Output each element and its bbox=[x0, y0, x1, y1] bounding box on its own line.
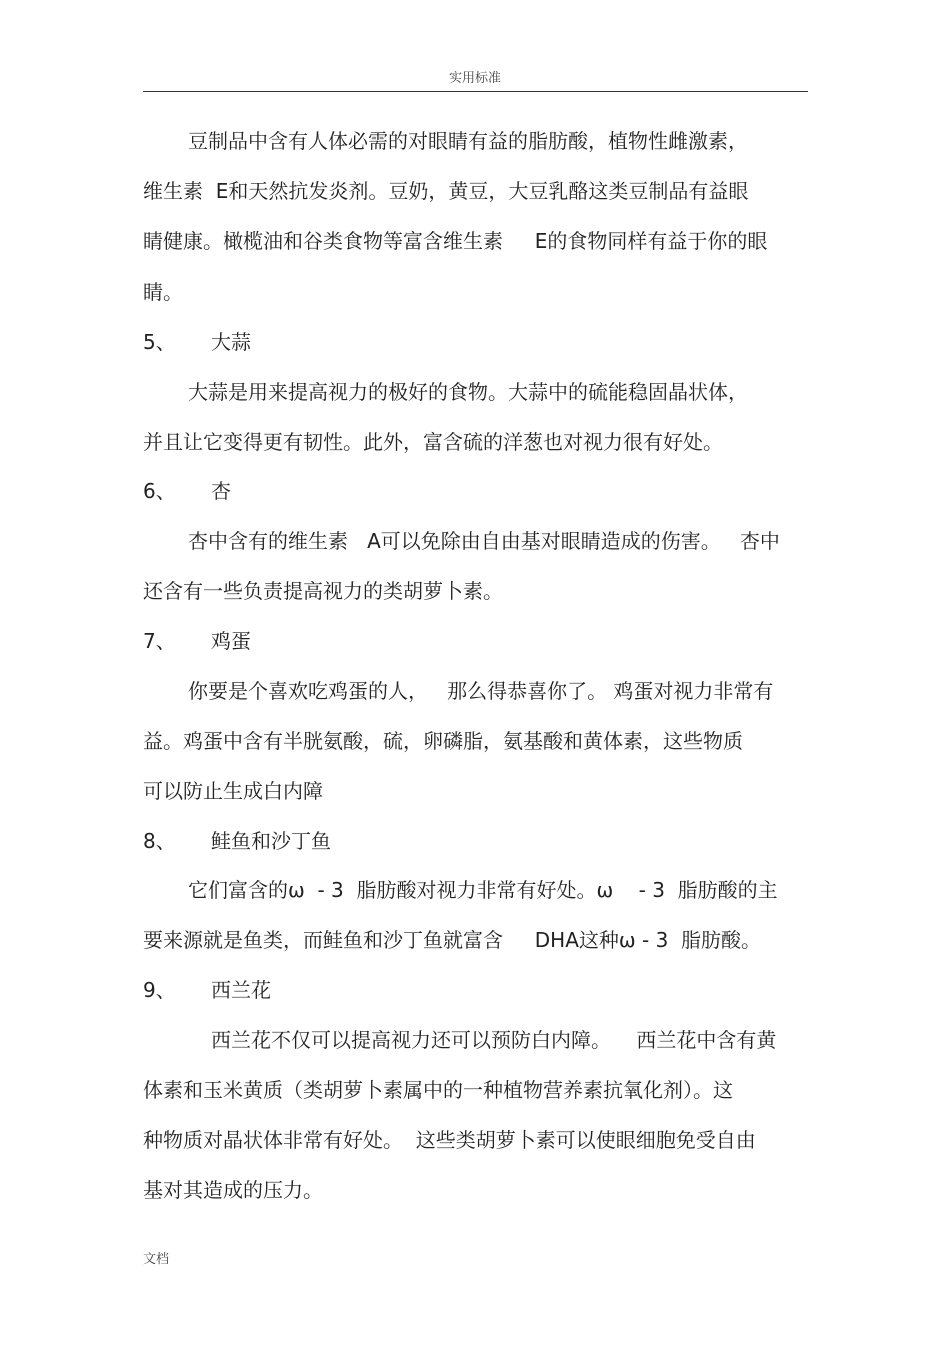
paragraph-line: 睛健康。橄榄油和谷类食物等富含维生素 E的食物同样有益于你的眼 bbox=[143, 229, 768, 253]
paragraph-line: 大蒜是用来提高视力的极好的食物。大蒜中的硫能稳固晶状体， bbox=[188, 380, 748, 404]
page-footer: 文档 bbox=[143, 1252, 170, 1267]
paragraph-line: 可以防止生成白内障 bbox=[143, 779, 323, 803]
paragraph-line: 基对其造成的压力。 bbox=[143, 1178, 323, 1202]
paragraph-line: 还含有一些负责提高视力的类胡萝卜素。 bbox=[143, 579, 503, 603]
section-number: 5、 bbox=[143, 330, 176, 354]
section-number: 6、 bbox=[143, 479, 176, 503]
paragraph-line: 西兰花不仅可以提高视力还可以预防白内障。 西兰花中含有黄 bbox=[211, 1028, 777, 1052]
paragraph-line: 维生素 E和天然抗发炎剂。豆奶，黄豆，大豆乳酪这类豆制品有益眼 bbox=[143, 179, 749, 203]
section-number: 8、 bbox=[143, 829, 176, 853]
section-title: 杏 bbox=[211, 479, 231, 503]
section-number: 9、 bbox=[143, 978, 176, 1002]
section-title: 西兰花 bbox=[211, 978, 271, 1002]
paragraph-line: 要来源就是鱼类，而鲑鱼和沙丁鱼就富含 DHA这种ω - 3 脂肪酸。 bbox=[143, 928, 762, 952]
paragraph-line: 种物质对晶状体非常有好处。 这些类胡萝卜素可以使眼细胞免受自由 bbox=[143, 1128, 756, 1152]
header-divider bbox=[143, 91, 808, 92]
paragraph-line: 你要是个喜欢吃鸡蛋的人， 那么得恭喜你了。 鸡蛋对视力非常有 bbox=[188, 679, 774, 703]
paragraph-line: 益。鸡蛋中含有半胱氨酸，硫，卵磷脂，氨基酸和黄体素，这些物质 bbox=[143, 729, 743, 753]
section-number: 7、 bbox=[143, 629, 176, 653]
paragraph-line: 豆制品中含有人体必需的对眼睛有益的脂肪酸，植物性雌激素， bbox=[188, 129, 748, 153]
paragraph-line: 体素和玉米黄质（类胡萝卜素属中的一种植物营养素抗氧化剂）。这 bbox=[143, 1078, 733, 1102]
section-title: 鸡蛋 bbox=[211, 629, 251, 653]
section-title: 鲑鱼和沙丁鱼 bbox=[211, 829, 331, 853]
paragraph-line: 它们富含的ω - 3 脂肪酸对视力非常有好处。ω - 3 脂肪酸的主 bbox=[188, 878, 778, 902]
paragraph-line: 睛。 bbox=[143, 280, 183, 304]
page-header: 实用标准 bbox=[448, 71, 501, 86]
section-title: 大蒜 bbox=[211, 330, 251, 354]
paragraph-line: 并且让它变得更有韧性。此外，富含硫的洋葱也对视力很有好处。 bbox=[143, 430, 723, 454]
paragraph-line: 杏中含有的维生素 A可以免除由自由基对眼睛造成的伤害。 杏中 bbox=[188, 529, 780, 553]
